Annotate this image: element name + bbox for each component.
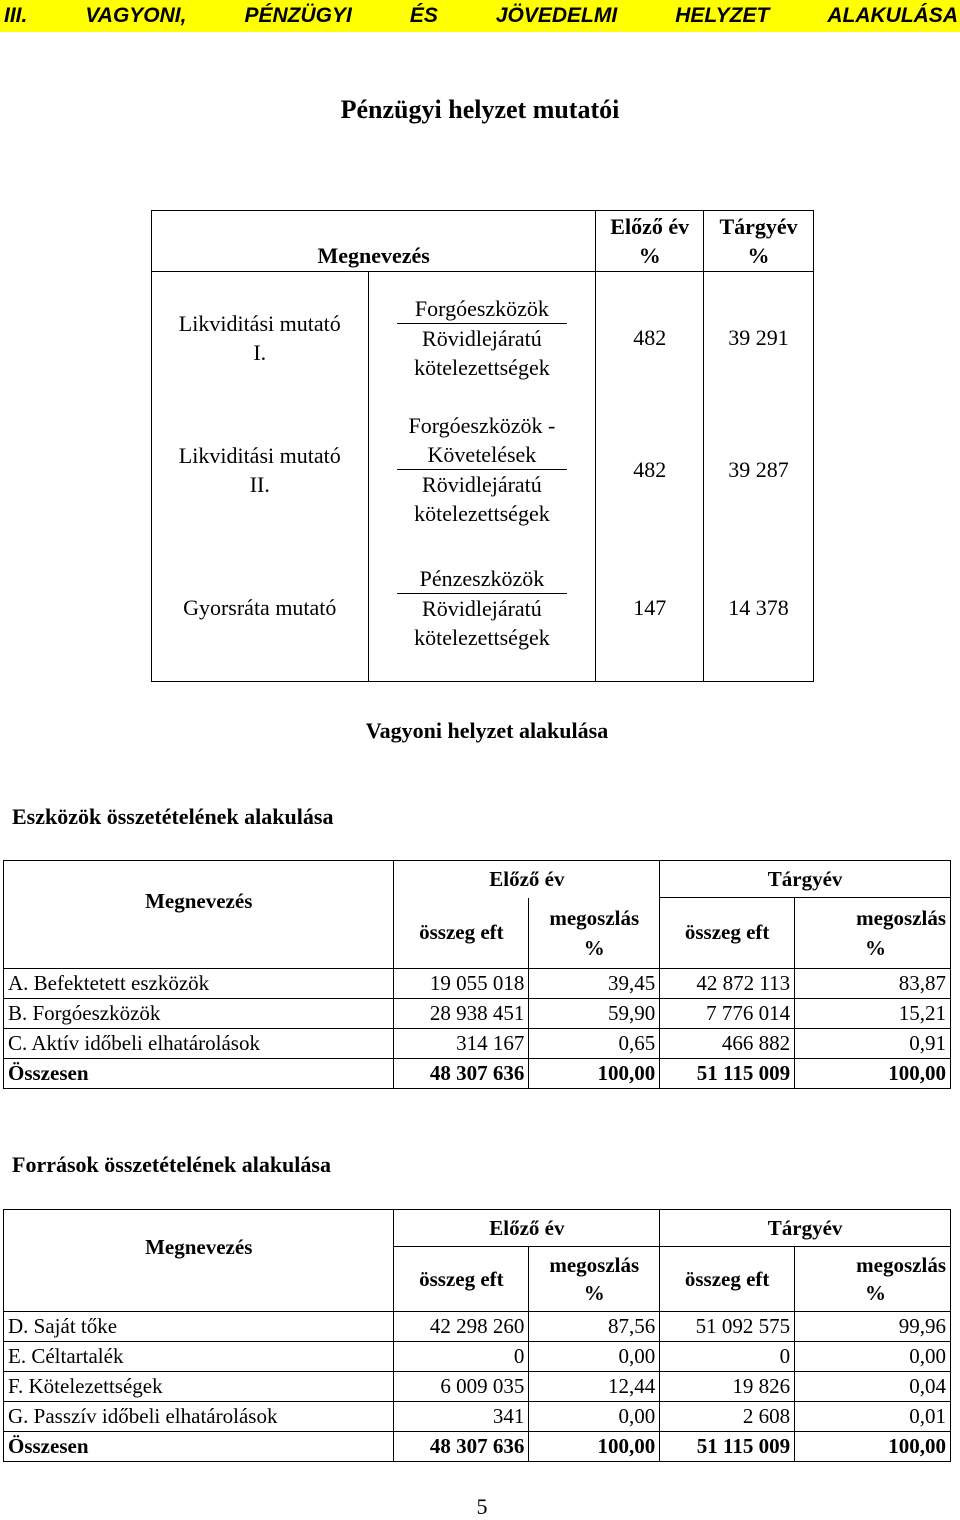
- header-word: PÉNZÜGYI: [244, 4, 352, 27]
- curr-amount: 51 092 575: [660, 1312, 795, 1342]
- table-row: [4, 1342, 951, 1372]
- ratio-col-curr: Tárgyév %: [704, 211, 814, 272]
- col-amount: összeg eft: [394, 898, 529, 969]
- total-row: [4, 1432, 951, 1462]
- curr-amount: 0: [660, 1342, 795, 1372]
- curr-share: 99,96: [795, 1312, 951, 1342]
- row-name: Összesen: [4, 1058, 394, 1088]
- ratio-header-row: [152, 211, 814, 272]
- prev-amount: 0: [394, 1342, 529, 1372]
- header-word: VAGYONI,: [85, 4, 187, 27]
- ratio-curr-value: 14 378: [704, 536, 814, 682]
- liabilities-header-row: [4, 1210, 951, 1247]
- col-prev-year: Előző év: [394, 861, 660, 898]
- table-row: [4, 1402, 951, 1432]
- col-name: Megnevezés: [4, 1210, 394, 1312]
- prev-share: 59,90: [529, 998, 660, 1028]
- header-word: ALAKULÁSA: [827, 4, 958, 27]
- curr-amount: 466 882: [660, 1028, 795, 1058]
- ratio-col-prev: Előző év %: [596, 211, 704, 272]
- ratio-row: [152, 272, 814, 404]
- col-share: megoszlás %: [529, 1247, 660, 1312]
- header-word: III.: [4, 4, 28, 27]
- col-amount: összeg eft: [394, 1247, 529, 1312]
- financial-ratio-table: [151, 210, 814, 682]
- liabilities-title: Források összetételének alakulása: [12, 1152, 331, 1177]
- table-row: [4, 1028, 951, 1058]
- col-amount: összeg eft: [660, 1247, 795, 1312]
- ratio-name: Likviditási mutató I.: [152, 272, 369, 404]
- col-share: megoszlás %: [795, 898, 951, 969]
- col-prev-year: Előző év: [394, 1210, 660, 1247]
- ratio-prev-value: 147: [596, 536, 704, 682]
- ratio-col-name: Megnevezés: [152, 211, 596, 272]
- prev-amount: 6 009 035: [394, 1372, 529, 1402]
- ratio-name: Gyorsráta mutató: [152, 536, 369, 682]
- curr-amount: 7 776 014: [660, 998, 795, 1028]
- ratio-row: [152, 404, 814, 536]
- header-word: JÖVEDELMI: [495, 4, 618, 27]
- header-word: HELYZET: [675, 4, 770, 27]
- col-share: megoszlás %: [529, 898, 660, 969]
- prev-amount: 19 055 018: [394, 968, 529, 998]
- table-row: [4, 968, 951, 998]
- row-name: Összesen: [4, 1432, 394, 1462]
- table-row: [4, 1372, 951, 1402]
- header-word: ÉS: [409, 4, 438, 27]
- page-title: Pénzügyi helyzet mutatói: [340, 95, 620, 124]
- prev-amount: 42 298 260: [394, 1312, 529, 1342]
- ratio-prev-value: 482: [596, 404, 704, 536]
- prev-amount: 341: [394, 1402, 529, 1432]
- ratio-formula: Pénzeszközök Rövidlejáratú kötelezettségek: [368, 536, 596, 682]
- prev-share: 12,44: [529, 1372, 660, 1402]
- col-curr-year: Tárgyév: [660, 861, 951, 898]
- row-name: E. Céltartalék: [4, 1342, 394, 1372]
- curr-amount: 51 115 009: [660, 1058, 795, 1088]
- assets-header-row: [4, 861, 951, 898]
- section-title: Vagyoni helyzet alakulása: [365, 718, 609, 743]
- curr-amount: 51 115 009: [660, 1432, 795, 1462]
- chapter-header: [0, 0, 960, 32]
- ratio-formula: Forgóeszközök Rövidlejáratú kötelezettségek: [368, 272, 596, 404]
- curr-amount: 42 872 113: [660, 968, 795, 998]
- prev-share: 0,00: [529, 1342, 660, 1372]
- curr-amount: 2 608: [660, 1402, 795, 1432]
- table-row: [4, 998, 951, 1028]
- prev-share: 0,00: [529, 1402, 660, 1432]
- page-number: 5: [476, 1494, 488, 1519]
- prev-amount: 314 167: [394, 1028, 529, 1058]
- row-name: C. Aktív időbeli elhatárolások: [4, 1028, 394, 1058]
- total-row: [4, 1058, 951, 1088]
- assets-title: Eszközök összetételének alakulása: [12, 804, 334, 829]
- row-name: B. Forgóeszközök: [4, 998, 394, 1028]
- ratio-curr-value: 39 291: [704, 272, 814, 404]
- col-curr-year: Tárgyév: [660, 1210, 951, 1247]
- prev-share: 0,65: [529, 1028, 660, 1058]
- ratio-prev-value: 482: [596, 272, 704, 404]
- assets-table: [3, 860, 951, 1089]
- prev-amount: 28 938 451: [394, 998, 529, 1028]
- ratio-formula: Forgóeszközök - Követelések Rövidlejáratú kötelezettségek: [368, 404, 596, 536]
- curr-share: 0,91: [795, 1028, 951, 1058]
- col-amount: összeg eft: [660, 898, 795, 969]
- curr-share: 0,00: [795, 1342, 951, 1372]
- row-name: A. Befektetett eszközök: [4, 968, 394, 998]
- prev-amount: 48 307 636: [394, 1058, 529, 1088]
- ratio-row: [152, 536, 814, 682]
- col-share: megoszlás %: [795, 1247, 951, 1312]
- row-name: F. Kötelezettségek: [4, 1372, 394, 1402]
- prev-share: 87,56: [529, 1312, 660, 1342]
- curr-share: 83,87: [795, 968, 951, 998]
- curr-share: 15,21: [795, 998, 951, 1028]
- curr-amount: 19 826: [660, 1372, 795, 1402]
- row-name: G. Passzív időbeli elhatárolások: [4, 1402, 394, 1432]
- col-name: Megnevezés: [4, 861, 394, 969]
- prev-share: 100,00: [529, 1058, 660, 1088]
- ratio-curr-value: 39 287: [704, 404, 814, 536]
- prev-amount: 48 307 636: [394, 1432, 529, 1462]
- liabilities-table: [3, 1209, 951, 1462]
- curr-share: 100,00: [795, 1432, 951, 1462]
- prev-share: 39,45: [529, 968, 660, 998]
- ratio-name: Likviditási mutató II.: [152, 404, 369, 536]
- curr-share: 0,01: [795, 1402, 951, 1432]
- curr-share: 0,04: [795, 1372, 951, 1402]
- curr-share: 100,00: [795, 1058, 951, 1088]
- table-row: [4, 1312, 951, 1342]
- row-name: D. Saját tőke: [4, 1312, 394, 1342]
- prev-share: 100,00: [529, 1432, 660, 1462]
